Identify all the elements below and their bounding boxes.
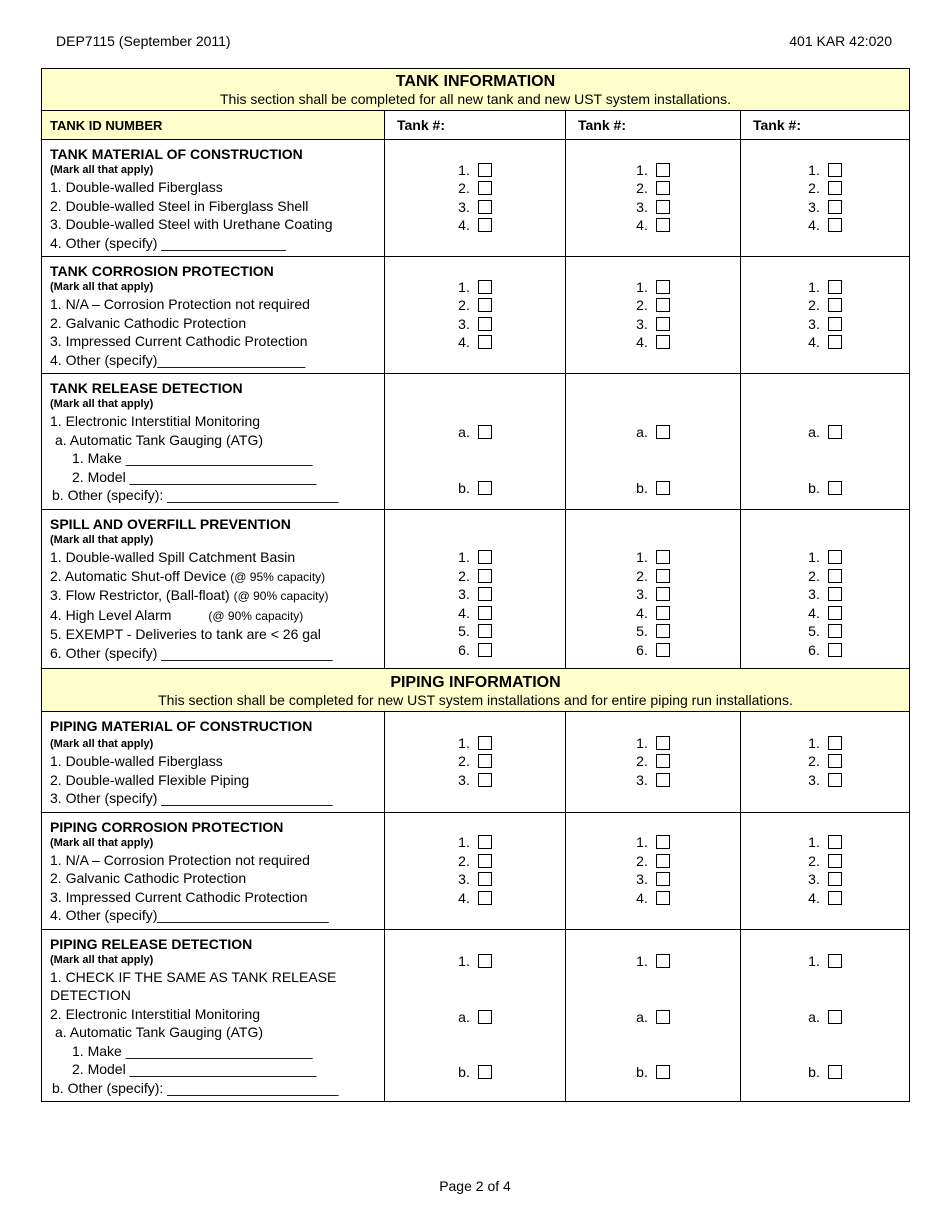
checkbox[interactable] — [478, 1010, 492, 1024]
checkbox-label: 4. — [458, 889, 470, 906]
tank-id-label: TANK ID NUMBER — [42, 111, 385, 140]
option-text: 4. High Level Alarm — [50, 606, 172, 623]
checkbox-column — [385, 712, 566, 813]
checkbox-column — [385, 812, 566, 929]
checkbox-label: a. — [458, 424, 470, 441]
checkbox-label: 1. — [808, 161, 820, 178]
checkbox[interactable] — [478, 1065, 492, 1079]
checkbox[interactable] — [828, 624, 842, 638]
section-heading: TANK MATERIAL OF CONSTRUCTION — [50, 146, 303, 162]
checkbox-label: 6. — [636, 641, 648, 658]
mark-instruction: (Mark all that apply) — [50, 836, 154, 849]
checkbox-label: 1. — [458, 834, 470, 851]
option-text: 4. Other (specify)___________________ — [50, 351, 306, 368]
checkbox[interactable] — [656, 1010, 670, 1024]
checkbox[interactable] — [478, 773, 492, 787]
mark-instruction: (Mark all that apply) — [50, 534, 154, 546]
option-text: 2. Galvanic Cathodic Protection — [50, 870, 247, 886]
checkbox-label: 2. — [636, 753, 648, 770]
checkbox[interactable] — [478, 624, 492, 638]
section-title: TANK INFORMATION — [395, 73, 556, 90]
checkbox-column — [385, 257, 566, 374]
option-text: 3. Flow Restrictor, (Ball-float) — [50, 587, 230, 603]
option-text: 3. Impressed Current Cathodic Protection — [50, 888, 308, 905]
checkbox[interactable] — [828, 218, 842, 232]
checkbox-label: 2. — [636, 852, 648, 869]
option-text: DETECTION — [50, 987, 131, 1003]
checkbox[interactable] — [656, 181, 670, 195]
checkbox[interactable] — [478, 835, 492, 849]
checkbox-column — [385, 510, 566, 669]
checkbox-label: 2. — [808, 180, 820, 197]
checkbox[interactable] — [656, 854, 670, 868]
capacity-note: (@ 90% capacity) — [208, 608, 304, 623]
checkbox[interactable] — [656, 550, 670, 564]
mark-instruction: (Mark all that apply) — [50, 398, 154, 410]
checkbox[interactable] — [656, 1065, 670, 1079]
checkbox[interactable] — [828, 1010, 842, 1024]
checkbox[interactable] — [656, 335, 670, 349]
checkbox-label: 2. — [808, 567, 820, 584]
checkbox[interactable] — [828, 335, 842, 349]
checkbox[interactable] — [656, 587, 670, 601]
checkbox-label: 6. — [808, 641, 820, 658]
checkbox[interactable] — [478, 643, 492, 657]
checkbox-column — [566, 374, 741, 510]
checkbox-column — [385, 374, 566, 510]
checkbox-label: 2. — [808, 753, 820, 770]
mark-instruction: (Mark all that apply) — [50, 738, 154, 750]
checkbox-column — [741, 510, 910, 669]
option-text: 5. EXEMPT - Deliveries to tank are < 26 gal — [50, 626, 321, 642]
checkbox-label: 1. — [808, 834, 820, 851]
checkbox-label: 3. — [458, 871, 470, 888]
tank-corrosion-section — [42, 257, 385, 374]
checkbox-label: 3. — [458, 198, 470, 215]
mark-instruction: (Mark all that apply) — [50, 953, 154, 966]
checkbox[interactable] — [478, 200, 492, 214]
checkbox[interactable] — [478, 335, 492, 349]
checkbox[interactable] — [828, 181, 842, 195]
option-text: 1. Double-walled Spill Catchment Basin — [50, 549, 296, 565]
option-text: 1. Double-walled Fiberglass — [50, 753, 223, 769]
checkbox[interactable] — [656, 163, 670, 177]
tank-number-field[interactable]: Tank #: — [566, 111, 741, 140]
checkbox-column — [566, 510, 741, 669]
checkbox-label: b. — [808, 1064, 820, 1081]
checkbox[interactable] — [656, 218, 670, 232]
checkbox-column — [566, 712, 741, 813]
checkbox-label: 2. — [636, 567, 648, 584]
checkbox-label: 1. — [458, 161, 470, 178]
option-text: 2. Automatic Shut-off Device — [50, 567, 227, 584]
option-text: 4. Other (specify) ________________ — [50, 234, 286, 251]
checkbox[interactable] — [656, 954, 670, 968]
checkbox-label: 3. — [458, 315, 470, 332]
checkbox[interactable] — [478, 481, 492, 495]
checkbox-label: 2. — [636, 297, 648, 314]
checkbox[interactable] — [478, 298, 492, 312]
checkbox[interactable] — [478, 163, 492, 177]
piping-corrosion-section — [42, 812, 385, 929]
checkbox-label: 1. — [636, 549, 648, 566]
checkbox-column — [566, 812, 741, 929]
checkbox-label: 1. — [808, 734, 820, 751]
checkbox-label: 1. — [636, 834, 648, 851]
checkbox[interactable] — [656, 891, 670, 905]
checkbox-label: 2. — [458, 180, 470, 197]
option-text: 1. N/A – Corrosion Protection not required — [50, 851, 310, 868]
checkbox-column — [741, 374, 910, 510]
checkbox-label: 4. — [636, 334, 648, 351]
mark-instruction: (Mark all that apply) — [50, 164, 154, 176]
checkbox-label: 3. — [636, 315, 648, 332]
checkbox[interactable] — [828, 754, 842, 768]
checkbox-label: a. — [458, 1008, 470, 1025]
checkbox-label: 3. — [636, 586, 648, 603]
capacity-note: (@ 95% capacity) — [230, 569, 326, 584]
make-field[interactable]: 1. Make ________________________ — [72, 1042, 313, 1059]
piping-material-section — [42, 712, 385, 813]
checkbox[interactable] — [656, 200, 670, 214]
checkbox-label: 1. — [636, 278, 648, 295]
option-text: 1. Double-walled Fiberglass — [50, 179, 223, 195]
checkbox[interactable] — [656, 624, 670, 638]
checkbox[interactable] — [828, 954, 842, 968]
checkbox[interactable] — [828, 854, 842, 868]
checkbox-label: 4. — [808, 217, 820, 234]
checkbox-label: a. — [808, 424, 820, 441]
checkbox[interactable] — [828, 298, 842, 312]
option-text: a. Automatic Tank Gauging (ATG) — [55, 1024, 264, 1040]
form-number: DEP7115 (September 2011) — [56, 33, 231, 49]
model-field[interactable]: 2. Model ________________________ — [72, 1061, 317, 1077]
tank-info-banner — [42, 69, 910, 111]
checkbox-label: 1. — [636, 734, 648, 751]
option-text: 2. Electronic Interstitial Monitoring — [50, 1005, 261, 1022]
tank-number-field[interactable]: Tank #: — [741, 111, 910, 140]
checkbox[interactable] — [828, 280, 842, 294]
checkbox[interactable] — [478, 218, 492, 232]
checkbox[interactable] — [478, 754, 492, 768]
checkbox[interactable] — [656, 754, 670, 768]
checkbox[interactable] — [478, 736, 492, 750]
checkbox-label: 1. — [458, 278, 470, 295]
checkbox[interactable] — [828, 550, 842, 564]
checkbox-label: 3. — [808, 198, 820, 215]
section-subtitle: This section shall be completed for all new tank and new UST system installations. — [220, 91, 731, 107]
checkbox-column — [385, 140, 566, 257]
checkbox-label: 6. — [458, 641, 470, 658]
ust-form-table — [41, 68, 910, 1102]
checkbox-label: a. — [636, 424, 648, 441]
section-heading: PIPING MATERIAL OF CONSTRUCTION — [50, 718, 313, 734]
checkbox[interactable] — [478, 181, 492, 195]
section-heading: PIPING CORROSION PROTECTION — [50, 818, 284, 835]
checkbox[interactable] — [478, 891, 492, 905]
checkbox[interactable] — [656, 835, 670, 849]
checkbox[interactable] — [656, 643, 670, 657]
checkbox[interactable] — [828, 606, 842, 620]
checkbox[interactable] — [828, 891, 842, 905]
checkbox-label: a. — [808, 1008, 820, 1025]
checkbox-column — [566, 929, 741, 1102]
checkbox-label: 4. — [808, 889, 820, 906]
other-specify-field[interactable]: b. Other (specify): ______________________ — [52, 1079, 339, 1096]
checkbox[interactable] — [828, 481, 842, 495]
checkbox[interactable] — [828, 587, 842, 601]
checkbox-label: 4. — [458, 217, 470, 234]
checkbox-column — [566, 140, 741, 257]
checkbox-label: 3. — [636, 771, 648, 788]
checkbox-label: 1. — [636, 161, 648, 178]
section-heading: SPILL AND OVERFILL PREVENTION — [50, 516, 291, 532]
checkbox-column — [741, 140, 910, 257]
option-text: 4. Other (specify)______________________ — [50, 907, 329, 923]
section-heading: PIPING RELEASE DETECTION — [50, 935, 253, 952]
checkbox[interactable] — [656, 773, 670, 787]
checkbox[interactable] — [828, 736, 842, 750]
checkbox[interactable] — [656, 425, 670, 439]
checkbox-label: 2. — [458, 852, 470, 869]
checkbox-label: 4. — [636, 604, 648, 621]
checkbox[interactable] — [478, 280, 492, 294]
section-subtitle: This section shall be completed for new UST system installations and for entire piping run installations. — [158, 691, 793, 708]
checkbox[interactable] — [828, 425, 842, 439]
checkbox-column — [741, 929, 910, 1102]
option-text: 6. Other (specify) ______________________ — [50, 644, 333, 661]
checkbox[interactable] — [828, 200, 842, 214]
checkbox[interactable] — [656, 317, 670, 331]
checkbox-label: 2. — [636, 180, 648, 197]
checkbox-label: b. — [458, 479, 470, 496]
checkbox[interactable] — [828, 317, 842, 331]
checkbox[interactable] — [828, 163, 842, 177]
checkbox[interactable] — [478, 587, 492, 601]
option-text: 2. Double-walled Steel in Fiberglass Shell — [50, 197, 309, 214]
make-field[interactable]: 1. Make ________________________ — [72, 450, 313, 466]
option-text: 1. N/A – Corrosion Protection not required — [50, 296, 310, 312]
checkbox-label: b. — [636, 1064, 648, 1081]
tank-material-section — [42, 140, 385, 257]
checkbox-label: 1. — [458, 953, 470, 970]
checkbox-label: 4. — [458, 604, 470, 621]
checkbox-label: 1. — [808, 953, 820, 970]
checkbox-column — [741, 257, 910, 374]
checkbox-label: 3. — [808, 771, 820, 788]
option-text: 3. Double-walled Steel with Urethane Coating — [50, 216, 333, 232]
checkbox-label: 2. — [458, 753, 470, 770]
checkbox-label: 4. — [636, 889, 648, 906]
checkbox[interactable] — [828, 569, 842, 583]
option-text: 3. Impressed Current Cathodic Protection — [50, 333, 308, 349]
checkbox[interactable] — [828, 872, 842, 886]
checkbox[interactable] — [828, 643, 842, 657]
tank-number-field[interactable]: Tank #: — [385, 111, 566, 140]
checkbox-column — [385, 929, 566, 1102]
option-text: 2. Double-walled Flexible Piping — [50, 771, 250, 788]
checkbox-label: 3. — [808, 315, 820, 332]
checkbox-label: 3. — [808, 586, 820, 603]
checkbox[interactable] — [828, 835, 842, 849]
option-text: 1. Electronic Interstitial Monitoring — [50, 413, 261, 429]
checkbox[interactable] — [828, 773, 842, 787]
checkbox-label: 2. — [458, 297, 470, 314]
checkbox-label: b. — [636, 479, 648, 496]
checkbox-label: 4. — [808, 334, 820, 351]
checkbox-label: 3. — [458, 771, 470, 788]
checkbox[interactable] — [656, 606, 670, 620]
checkbox-label: 3. — [808, 871, 820, 888]
checkbox[interactable] — [478, 954, 492, 968]
option-text: 2. Galvanic Cathodic Protection — [50, 314, 247, 331]
checkbox[interactable] — [478, 425, 492, 439]
capacity-note: (@ 90% capacity) — [233, 589, 329, 603]
checkbox-label: 5. — [808, 623, 820, 640]
other-specify-field[interactable]: b. Other (specify): ______________________ — [52, 487, 339, 503]
section-title: PIPING INFORMATION — [390, 673, 561, 691]
checkbox[interactable] — [478, 872, 492, 886]
checkbox[interactable] — [478, 550, 492, 564]
checkbox-label: 4. — [458, 334, 470, 351]
checkbox-label: 1. — [458, 734, 470, 751]
model-field[interactable]: 2. Model ________________________ — [72, 468, 317, 485]
section-heading: TANK RELEASE DETECTION — [50, 380, 243, 396]
mark-instruction: (Mark all that apply) — [50, 281, 154, 293]
checkbox-label: 3. — [636, 871, 648, 888]
checkbox-label: b. — [808, 479, 820, 496]
option-text: 3. Other (specify) ______________________ — [50, 790, 333, 806]
checkbox[interactable] — [478, 569, 492, 583]
checkbox[interactable] — [828, 1065, 842, 1079]
checkbox[interactable] — [656, 298, 670, 312]
option-text: 1. CHECK IF THE SAME AS TANK RELEASE — [50, 968, 337, 985]
piping-release-section — [42, 929, 385, 1102]
checkbox-label: b. — [458, 1064, 470, 1081]
checkbox[interactable] — [478, 606, 492, 620]
tank-release-section — [42, 374, 385, 510]
spill-overfill-section — [42, 510, 385, 669]
checkbox-label: 3. — [636, 198, 648, 215]
checkbox-label: 2. — [808, 297, 820, 314]
regulation-reference: 401 KAR 42:020 — [789, 33, 892, 49]
checkbox[interactable] — [656, 280, 670, 294]
checkbox-label: 1. — [808, 278, 820, 295]
checkbox-label: 4. — [636, 217, 648, 234]
checkbox-column — [741, 812, 910, 929]
checkbox[interactable] — [656, 569, 670, 583]
checkbox-label: 1. — [636, 953, 648, 970]
checkbox-label: a. — [636, 1008, 648, 1025]
option-text: a. Automatic Tank Gauging (ATG) — [55, 431, 264, 448]
checkbox-column — [566, 257, 741, 374]
checkbox[interactable] — [656, 736, 670, 750]
page-number: Page 2 of 4 — [439, 1178, 511, 1194]
checkbox-label: 3. — [458, 586, 470, 603]
checkbox-label: 1. — [458, 549, 470, 566]
checkbox-label: 1. — [808, 549, 820, 566]
checkbox[interactable] — [656, 481, 670, 495]
checkbox-column — [741, 712, 910, 813]
section-heading: TANK CORROSION PROTECTION — [50, 263, 274, 279]
checkbox[interactable] — [656, 872, 670, 886]
checkbox[interactable] — [478, 317, 492, 331]
checkbox-label: 5. — [636, 623, 648, 640]
checkbox-label: 2. — [808, 852, 820, 869]
checkbox-label: 2. — [458, 567, 470, 584]
checkbox-label: 4. — [808, 604, 820, 621]
piping-info-banner — [42, 669, 910, 712]
checkbox[interactable] — [478, 854, 492, 868]
checkbox-label: 5. — [458, 623, 470, 640]
